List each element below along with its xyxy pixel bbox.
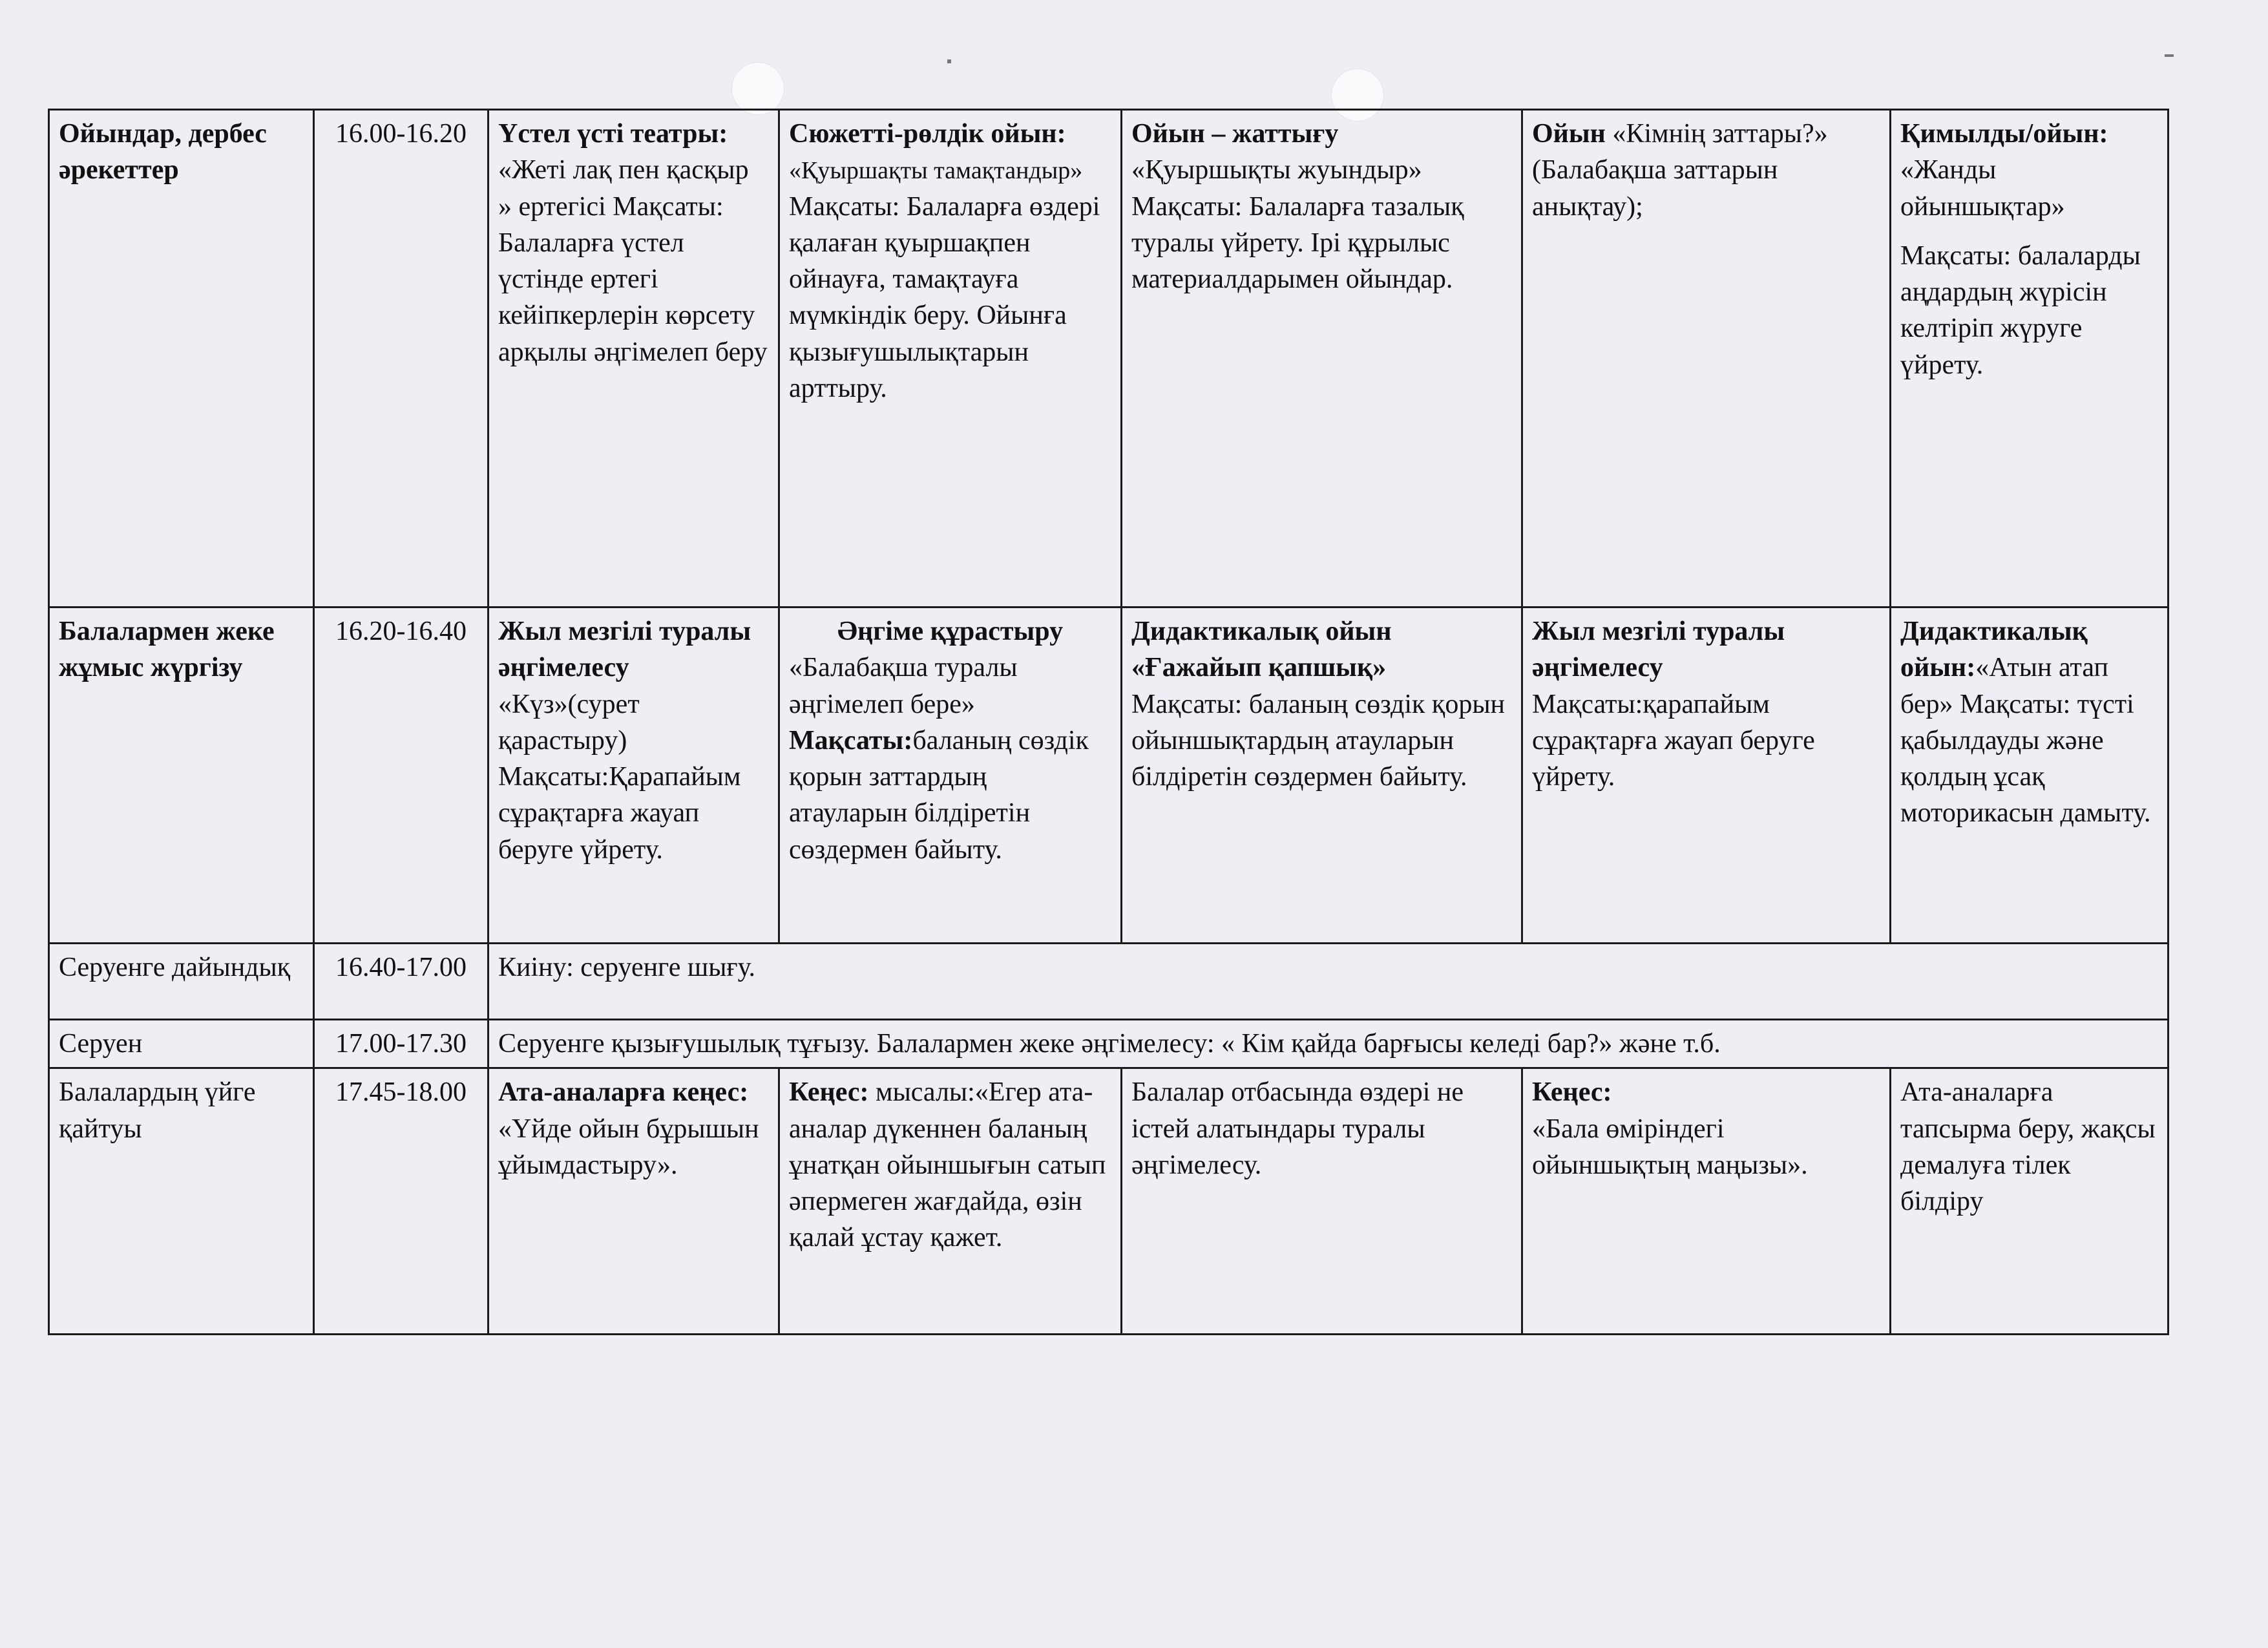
cell-thu <box>1522 110 1891 607</box>
cell-thu <box>1522 607 1891 944</box>
time-cell: 16.00-16.20 <box>314 110 488 607</box>
row-label: Балалармен жеке жұмыс жүргізу <box>49 607 314 944</box>
activity-text: Балалар отбасында өздері не істей алатындары туралы әңгімелесу. <box>1131 1077 1464 1180</box>
activity-text: «Күз»(сурет қарастыру) Мақсаты:Қарапайым сұрақтарға жауап беруге үйрету. <box>498 689 741 865</box>
activity-name: «Ғажайып қапшық» <box>1131 653 1387 683</box>
cell-fri <box>1891 1068 2168 1335</box>
scan-speck <box>2165 54 2174 57</box>
activity-title: Ойын <box>1532 119 1606 149</box>
activity-title: Қимылды/ойын: <box>1900 119 2108 149</box>
row-walk <box>49 1020 2168 1068</box>
cell-wed <box>1122 1068 1522 1335</box>
activity-title: Жыл мезгілі туралы әңгімелесу <box>498 617 751 683</box>
time-cell: 17.45-18.00 <box>314 1068 488 1335</box>
activity-title: Дидактикалық ойын <box>1131 617 1392 646</box>
activity-text: «Үйде ойын бұрышын ұйымдастыру». <box>498 1114 759 1180</box>
activity-text: Мақсаты: балаларды аңдардың жүрісін келтіріп жүруге үйрету. <box>1900 240 2141 380</box>
cell-tue <box>779 110 1122 607</box>
activity-name: «Балабақша туралы әңгімелеп бере» <box>789 653 1018 719</box>
cell-tue <box>779 607 1122 944</box>
cell-fri <box>1891 607 2168 944</box>
time-cell: 16.20-16.40 <box>314 607 488 944</box>
activity-title: Кеңес: <box>1532 1077 1612 1108</box>
activity-text: «Кімнің заттары?» (Балабақша заттарын анықтау); <box>1532 119 1828 222</box>
merged-activity-cell: Киіну: серуенге шығу. <box>488 944 2168 1020</box>
activity-text: Мақсаты: баланың сөздік қорын ойыншықтардың атауларын білдіретін сөздермен байыту. <box>1131 689 1506 792</box>
activity-text: баланың сөздік қорын заттардың атауларын білдіретін сөздермен байыту. <box>789 725 1089 865</box>
row-label: Серуенге дайындық <box>49 944 314 1020</box>
activity-text: «Атын атап бер» Мақсаты: түсті қабылдауды және қолдың ұсақ моторикасын дамыту. <box>1900 653 2151 829</box>
cell-tue <box>779 1068 1122 1335</box>
cell-wed <box>1122 110 1522 607</box>
activity-name: «Қуыршақты тамақтандыр» <box>789 157 1083 185</box>
activity-text: «Бала өміріндегі ойыншықтың маңызы». <box>1532 1114 1808 1180</box>
activity-title: Кеңес: <box>789 1077 869 1108</box>
cell-mon <box>488 110 779 607</box>
cell-mon <box>488 607 779 944</box>
activity-title: Жыл мезгілі туралы әңгімелесу <box>1532 617 1785 683</box>
activity-text: «Жеті лақ пен қасқыр » ертегісі Мақсаты: Балаларға үстел үстінде ертегі кейіпкерлерін көрсету арқылы әңгімелеп беру <box>498 155 768 367</box>
row-going-home <box>49 1068 2168 1335</box>
row-individual <box>49 607 2168 944</box>
row-games <box>49 110 2168 607</box>
activity-text: Ата-аналарға тапсырма беру, жақсы демалуға тілек білдіру <box>1900 1077 2156 1217</box>
cell-wed <box>1122 607 1522 944</box>
activity-text: Мақсаты:қарапайым сұрақтарға жауап беруге үйрету. <box>1532 689 1815 792</box>
activity-title: Сюжетті-рөлдік ойын: <box>789 119 1066 149</box>
cell-mon <box>488 1068 779 1335</box>
activity-title: Үстел үсті театры: <box>498 119 728 149</box>
row-label: Балалардың үйге қайтуы <box>49 1068 314 1335</box>
row-label: Ойындар, дербес әрекеттер <box>49 110 314 607</box>
scan-speck <box>947 59 951 63</box>
goal-label: Мақсаты: <box>789 725 913 755</box>
time-cell: 17.00-17.30 <box>314 1020 488 1068</box>
cell-fri <box>1891 110 2168 607</box>
activity-text: «Қуыршықты жуындыр» Мақсаты: Балаларға тазалық туралы үйрету. Ірі құрылыс материалдарымен ойындар. <box>1131 155 1464 295</box>
row-walk-prep <box>49 944 2168 1020</box>
cell-thu <box>1522 1068 1891 1335</box>
activity-title: Ойын – жаттығу <box>1131 119 1339 149</box>
activity-title: Әңгіме құрастыру <box>837 617 1064 646</box>
activity-title: Ата-аналарға кеңес: <box>498 1077 749 1108</box>
activity-name: «Жанды ойыншықтар» <box>1900 155 2065 222</box>
row-label: Серуен <box>49 1020 314 1068</box>
activity-text: мысалы:«Егер ата-аналар дүкеннен баланың ұнатқан ойыншығын сатып әпермеген жағдайда, өзін қалай ұстау қажет. <box>789 1077 1106 1253</box>
activity-title: Дидактикалық ойын: <box>1900 617 2088 683</box>
merged-activity-cell: Серуенге қызығушылық тұғызу. Балалармен жеке әңгімелесу: « Кім қайда барғысы келеді бар?» және т.б. <box>488 1020 2168 1068</box>
activity-text: Мақсаты: Балаларға өздері қалаған қуыршақпен ойнауға, тамақтауға мүмкіндік беру. Ойынға қызығушылықтарын арттыру. <box>789 191 1100 403</box>
schedule-table <box>48 109 2169 1335</box>
punch-hole <box>731 62 784 115</box>
time-cell: 16.40-17.00 <box>314 944 488 1020</box>
